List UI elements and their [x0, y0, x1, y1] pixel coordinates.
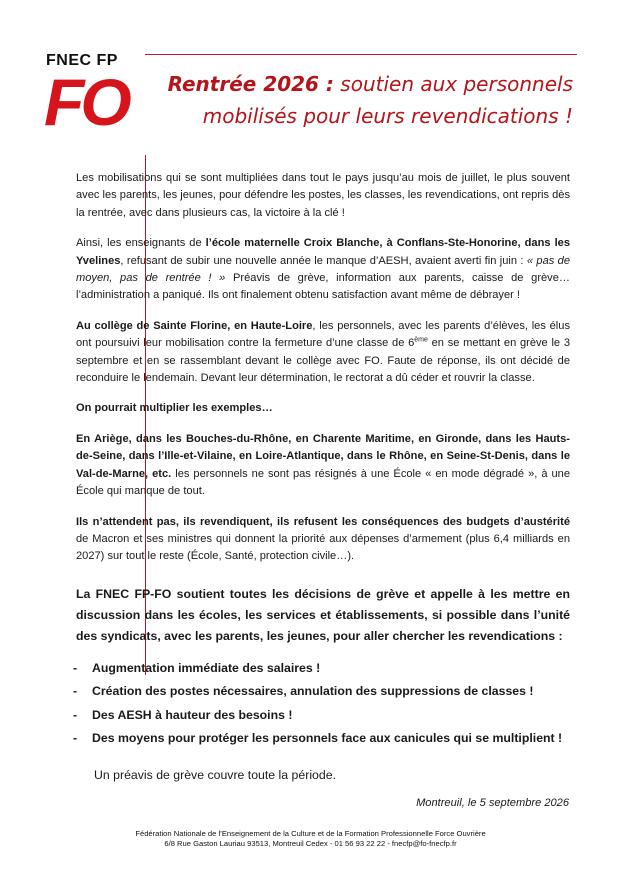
demands-list	[73, 657, 570, 751]
callout-statement: La FNEC FP-FO soutient toutes les décisions de grève et appelle à les mettre en discussion dans les écoles, les services et établissements, si possible dans l’unité des syndicats, avec les parents, les jeunes, pour aller chercher les revendications :	[76, 586, 570, 643]
footer	[0, 829, 621, 849]
p3-text-b: , les personnels, avec les parents d’élèves, les élus ont poursuivi leur mobilisation contre la fermeture d’une classe de 6	[76, 319, 570, 350]
paragraph-3	[76, 318, 570, 388]
title-line2: mobilisés pour leurs revendications !	[202, 104, 573, 128]
article-body	[73, 170, 570, 785]
p6-text-b: de Macron et ses ministres qui donnent la priorité aux dépenses d’armement (plus 6,4 milliards en 2027) sur tout le reste (École, Santé, protection civile…).	[76, 532, 570, 563]
footer-line-1: Fédération Nationale de l’Enseignement de la Culture et de la Formation Professionnelle Force Ouvrière	[135, 829, 486, 838]
demand-text: Des moyens pour protéger les personnels face aux canicules qui se multiplient !	[92, 731, 563, 746]
paragraph-2	[76, 235, 570, 305]
p2-text-e: Préavis de grève, information aux parents, caisse de grève… l’administration a paniqué. Ils ont finalement obtenu satisfaction avant même de débrayer !	[76, 272, 570, 302]
logo-top-text: FNEC FP	[46, 52, 118, 69]
paragraph-6	[76, 514, 570, 566]
p5-text-a: En Ariège, dans les Bouches-du-Rhône, en Charente Maritime, en Gironde, dans les Hauts-de-Seine, dans l’Ille-et-Vilaine, en Loire-Atlantique, dans le Rhône, en Seine-St-Denis, dans le Val-de-Marne, etc.	[76, 432, 570, 480]
logo-main-text: FO	[44, 65, 128, 139]
bullet-dash: -	[73, 660, 78, 675]
title-rest-line1: soutien aux personnels	[333, 72, 573, 96]
title-strong: Rentrée 2026 :	[167, 72, 334, 96]
demand-text: Augmentation immédiate des salaires !	[92, 660, 321, 675]
p2-quote: « pas de moyen, pas de rentrée ! »	[76, 254, 570, 285]
demand-text: Des AESH à hauteur des besoins !	[92, 707, 293, 722]
p3-text-a: Au collège de Sainte Florine, en Haute-Loire	[76, 319, 313, 332]
paragraph-5	[76, 431, 570, 501]
p5-text-b: les personnels ne sont pas résignés à une École « en mode dégradé », à une École qui manque de tout.	[76, 467, 570, 498]
bullet-dash: -	[73, 731, 78, 746]
list-item	[74, 704, 570, 728]
p6-text-a: Ils n’attendent pas, ils revendiquent, ils refusent les conséquences des budgets d’austérité	[76, 515, 570, 528]
list-item	[74, 657, 570, 681]
bullet-dash: -	[73, 707, 78, 722]
paragraph-1: Les mobilisations qui se sont multipliées dans tout le pays jusqu’au mois de juillet, le plus souvent avec les parents, les jeunes, pour défendre les postes, les classes, les revendications, ont repris dès la rentrée, avec dans plusieurs cas, la victoire à la clé !	[76, 172, 570, 219]
bullet-dash: -	[73, 684, 78, 699]
strike-notice: Un préavis de grève couvre toute la période.	[94, 767, 336, 782]
p3-text-c: en se mettant en grève le 3 septembre et en se rassemblant devant le collège avec FO. Faute de réponse, ils ont décidé de reconduire le lendemain. Devant leur détermination, le rectorat a dû céder et rouvrir la classe.	[76, 337, 570, 385]
p3-superscript: ème	[414, 336, 428, 344]
footer-line-2: 6/8 Rue Gaston Lauriau 93513, Montreuil Cedex - 01 56 93 22 22 - fnecfp@fo-fnecfp.fr	[164, 839, 457, 848]
p2-text-c: , refusant de subir une nouvelle année le manque d’AESH, avaient averti fin juin :	[120, 254, 527, 267]
p2-text-b: l’école maternelle Croix Blanche, à Conflans-Ste-Honorine, dans les Yvelines	[76, 237, 570, 267]
list-item	[74, 727, 570, 751]
demand-text: Création des postes nécessaires, annulation des suppressions de classes !	[92, 684, 534, 699]
header-rule	[145, 54, 577, 55]
page-title	[133, 68, 573, 132]
list-item	[74, 680, 570, 704]
p2-text-a: Ainsi, les enseignants de	[76, 237, 206, 250]
dateline: Montreuil, le 5 septembre 2026	[416, 797, 569, 809]
paragraph-4: On pourrait multiplier les exemples…	[76, 402, 273, 415]
fnec-fp-fo-logo	[46, 53, 138, 143]
